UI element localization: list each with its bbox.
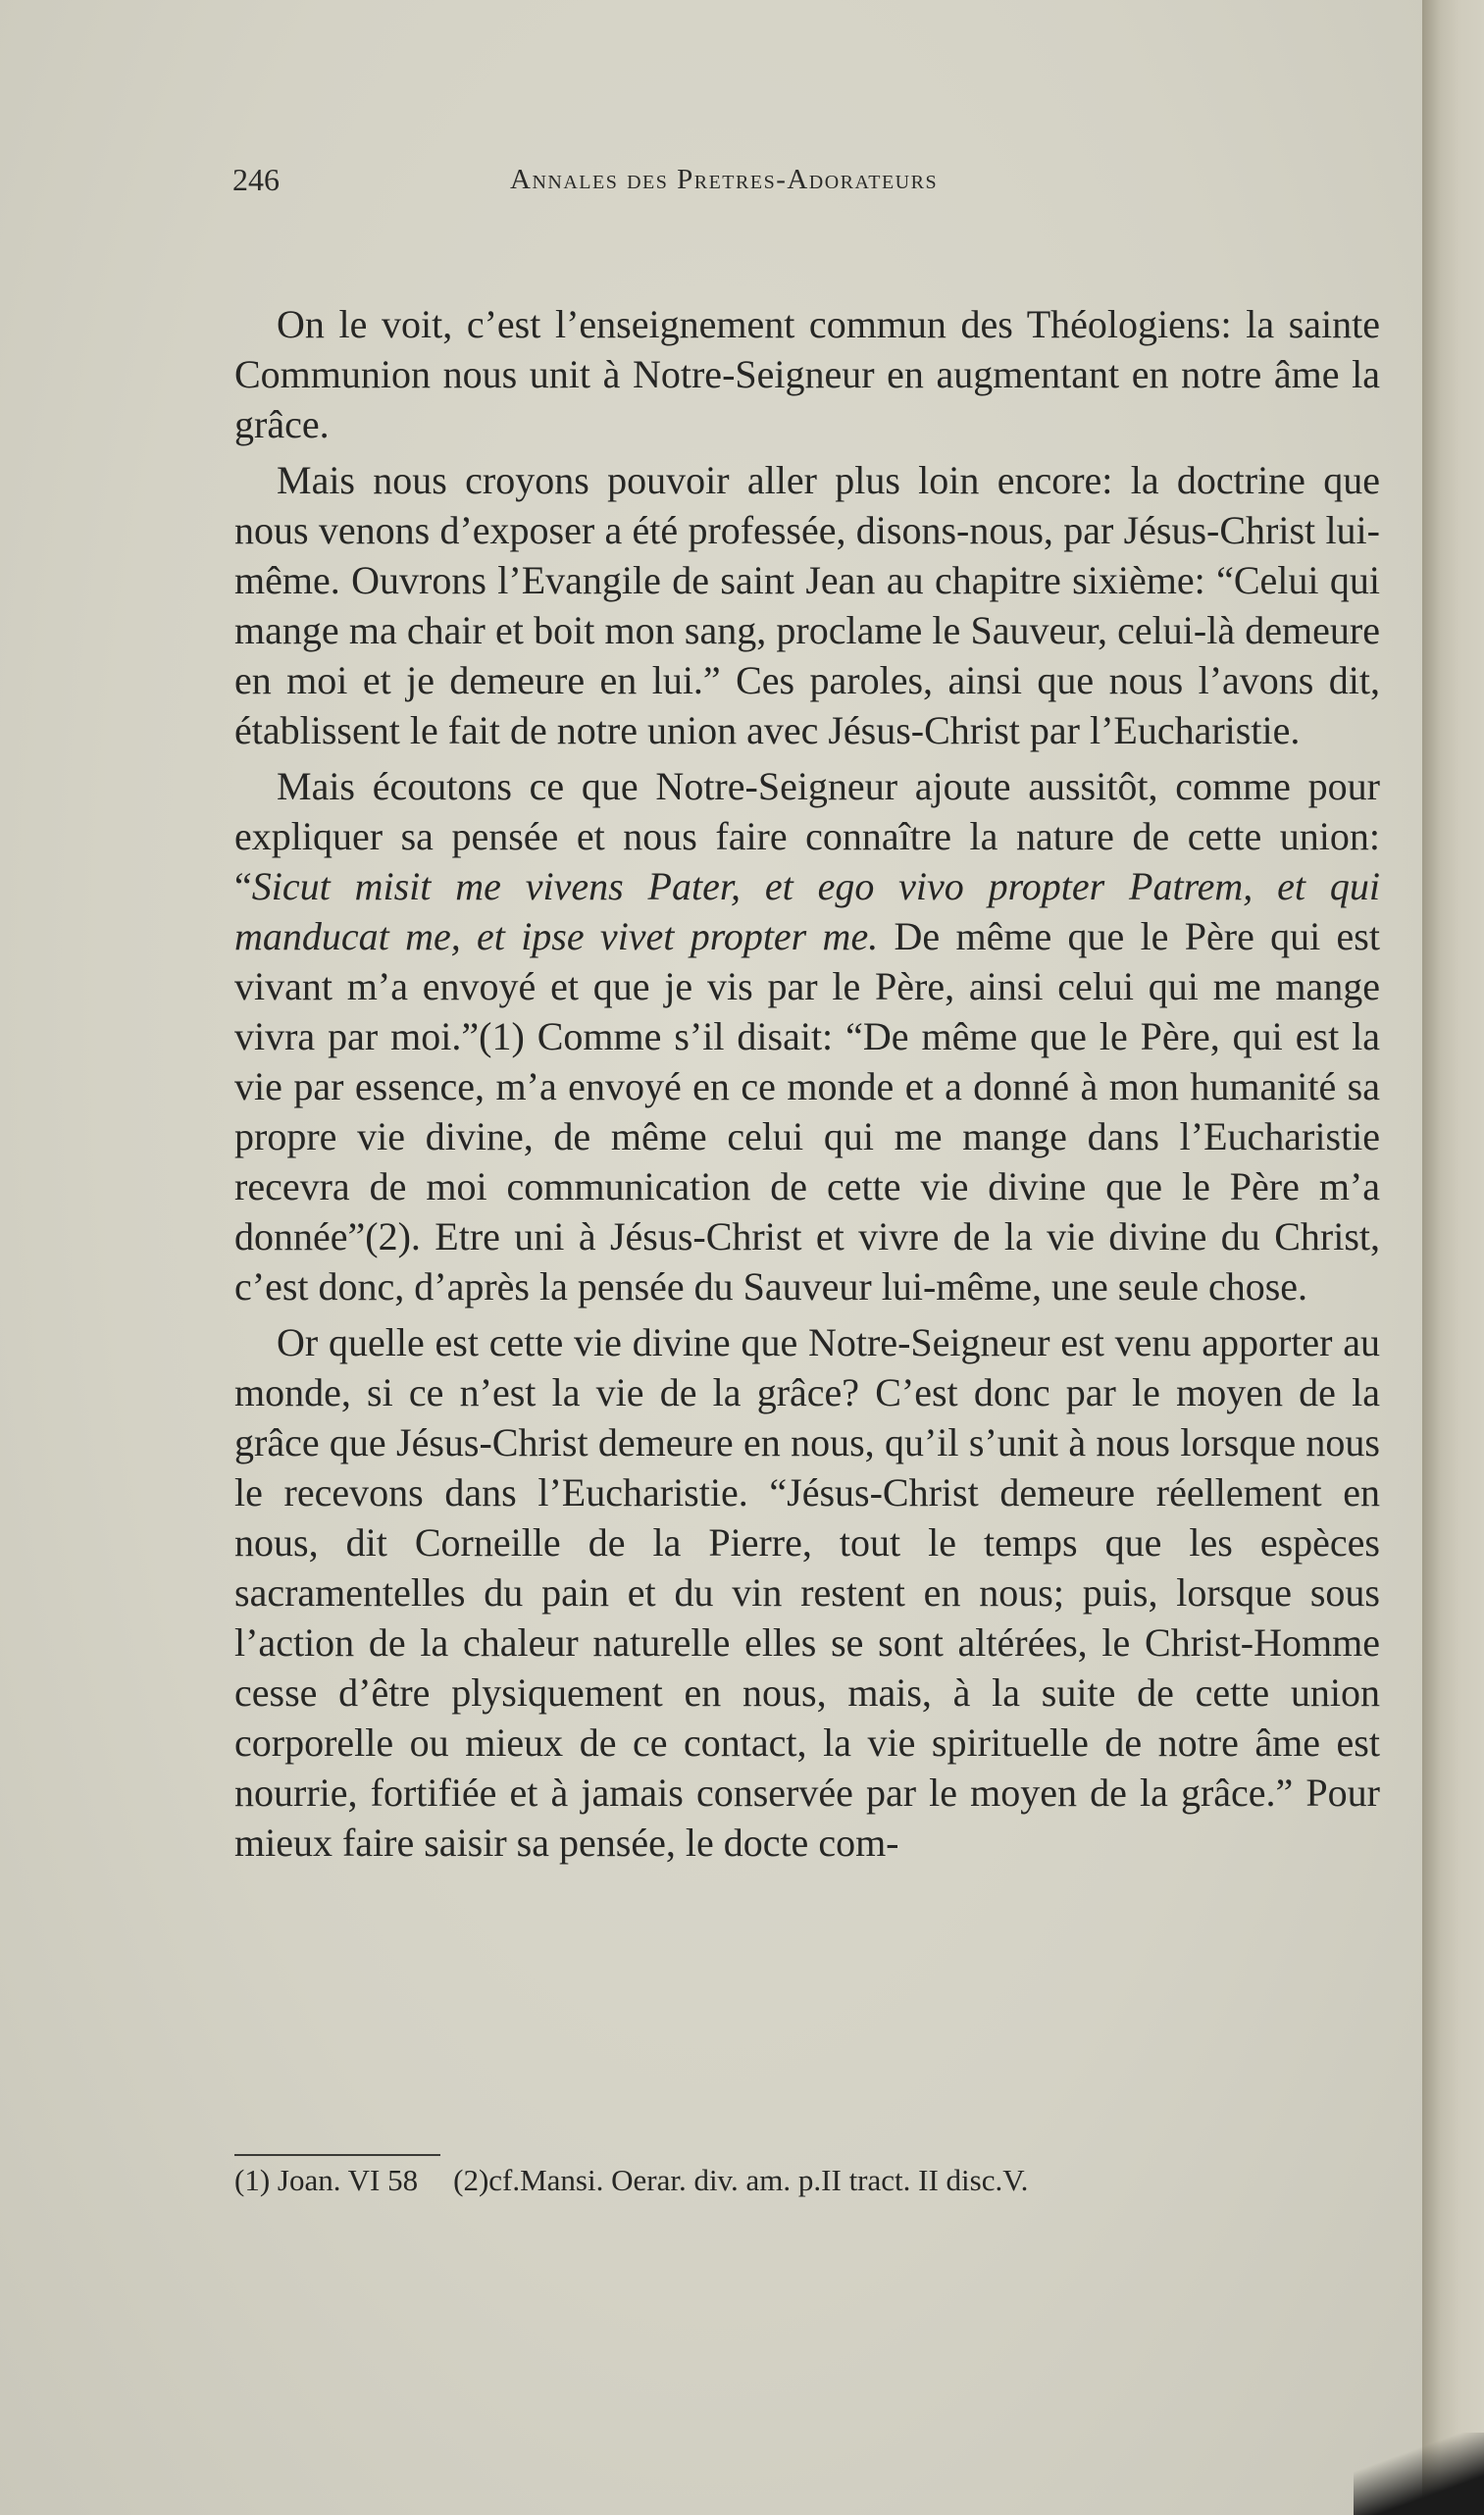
paragraph-2: Mais nous croyons pouvoir aller plus loin encore: la doctrine que nous venons d’exposer a été professée, disons-nous, par Jésus-Christ lui-même. Ouvrons l’Evangile de saint Jean au chapitre sixième: “Celui qui mange ma chair et boit mon sang, proclame le Sauveur, celui-là demeure en moi et je demeure en lui.” Ces paroles, ainsi que nous l’avons dit, établissent le fait de notre union avec Jésus-Christ par l’Eucharistie. <box>234 458 1380 752</box>
paragraph-1: On le voit, c’est l’enseignement commun des Théologiens: la sainte Communion nous unit à Notre-Seigneur en augmentant en notre âme la grâce. <box>234 302 1380 446</box>
page-edge <box>1422 0 1484 2515</box>
running-head <box>232 162 1409 201</box>
running-title: Annales des Pretres-Adorateurs <box>510 164 939 195</box>
page-number: 246 <box>232 162 280 197</box>
footnote-divider <box>234 2154 440 2156</box>
latin-quotation: Sicut misit me vivens Pater, et ego vivo propter Patrem, et qui manducat me, et ipse vivet propter me. <box>234 864 1380 958</box>
footnotes <box>234 2161 1380 2200</box>
paragraph-3-continuation: De même que le Père qui est vivant m’a envoyé et que je vis par le Père, ainsi celui qui me mange vivra par moi.”(1) Comme s’il disait: “De même que le Père, qui est la vie par essence, m’a envoyé en ce monde et a donné à mon humanité sa propre vie divine, de même celui qui me mange dans l’Eucharistie recevra de moi communication de cette vie divine que le Père m’a donnée”(2). Etre uni à Jésus-Christ et vivre de la vie divine du Christ, c’est donc, d’après la pensée du Sauveur lui-même, une seule chose. <box>234 914 1380 1309</box>
footnote-1: (1) Joan. VI 58 <box>234 2163 419 2197</box>
paragraph-4: Or quelle est cette vie divine que Notre-Seigneur est venu apporter au monde, si ce n’est la vie de la grâce? C’est donc par le moyen de la grâce que Jésus-Christ demeure en nous, qu’il s’unit à nous lorsque nous le recevons dans l’Eucharistie. “Jésus-Christ demeure réellement en nous, dit Corneille de la Pierre, tout le temps que les espèces sacramentelles du pain et du vin restent en nous; puis, lorsque sous l’action de la chaleur naturelle elles se sont altérées, le Christ-Homme cesse d’être plysiquement en nous, mais, à la suite de cette union corporelle ou mieux de ce contact, la vie spirituelle de notre âme est nourrie, fortifiée et à jamais conservée par le moyen de la grâce.” Pour mieux faire saisir sa pensée, le docte com- <box>234 1320 1380 1865</box>
body-text <box>234 299 1380 1873</box>
paragraph-3-intro: Mais écoutons ce que Notre-Seigneur ajoute aussitôt, comme pour expliquer sa pensée et nous faire connaître la nature de cette union: “ <box>234 764 1380 908</box>
footnote-2: (2)cf.Mansi. Oerar. div. am. p.II tract. II disc.V. <box>453 2163 1029 2197</box>
paragraph-3 <box>234 761 1380 1311</box>
corner-shadow <box>1354 2433 1484 2515</box>
